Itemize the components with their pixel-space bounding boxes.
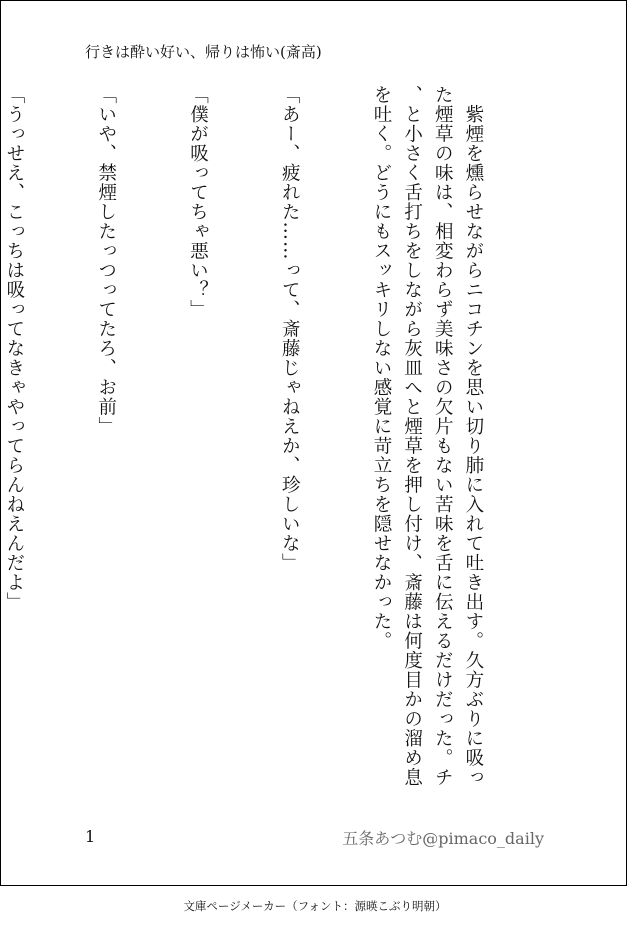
paragraph: 「僕が吸ってちゃ悪い？」 xyxy=(187,85,209,319)
body-text xyxy=(3,85,549,805)
paragraph: 「うっせえ、こっちは吸ってなきゃやってらんねえんだよ」 xyxy=(3,85,25,612)
page-number: 1 xyxy=(85,827,96,846)
paragraph: 紫煙を燻らせながらニコチンを思い切り肺に入れて吐き出す。久方ぶりに吸っ た煙草の味は、相変わらず美味さの欠片もない苦味を舌に伝えるだけだった。チ 、と小さく舌打ちをしながら灰皿へと煙草を押し付け、斎藤は何度目かの溜め息 を吐く。どうにもスッキリしない感覚に苛立ちを隠せなかった。 xyxy=(371,85,484,787)
paragraph: 「いや、禁煙したっつってたろ、お前」 xyxy=(95,85,117,436)
author-credit: 五条あつむ@pimaco_daily xyxy=(342,829,544,848)
footer-credit: 文庫ページメーカー（フォント：源暎こぶり明朝） xyxy=(183,899,447,913)
paragraph: 「あー、疲れた……って、斎藤じゃねえか、珍しいな」 xyxy=(279,85,301,573)
page-title: 行きは酔い好い、帰りは怖い(斎高) xyxy=(85,43,322,61)
